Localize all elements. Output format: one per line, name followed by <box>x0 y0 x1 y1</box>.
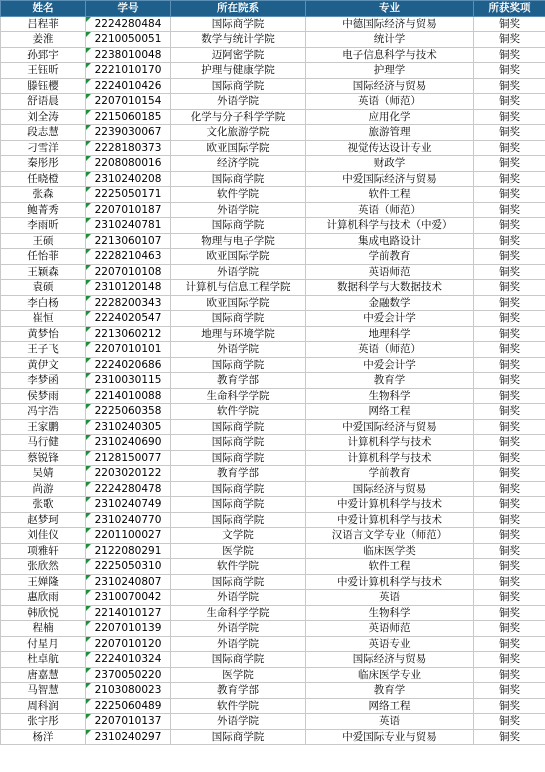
cell-name: 马行健 <box>1 435 86 451</box>
cell-department: 外语学院 <box>171 621 306 637</box>
cell-department: 国际商学院 <box>171 218 306 234</box>
cell-major: 汉语言文学专业（师范） <box>306 528 474 544</box>
cell-student-id: 2224010426 <box>86 78 171 94</box>
cell-award: 铜奖 <box>474 590 545 606</box>
cell-award: 铜奖 <box>474 450 545 466</box>
cell-name: 滕钰樱 <box>1 78 86 94</box>
cell-student-id: 2208080016 <box>86 156 171 172</box>
cell-major: 生物科学 <box>306 605 474 621</box>
cell-student-id: 2310240807 <box>86 574 171 590</box>
cell-department: 计算机与信息工程学院 <box>171 280 306 296</box>
cell-major: 教育学 <box>306 683 474 699</box>
cell-student-id: 2210050051 <box>86 32 171 48</box>
cell-department: 欧亚国际学院 <box>171 295 306 311</box>
cell-award: 铜奖 <box>474 357 545 373</box>
table-row <box>1 187 545 203</box>
cell-name: 李白杨 <box>1 295 86 311</box>
cell-department: 国际商学院 <box>171 450 306 466</box>
cell-student-id: 2207010187 <box>86 202 171 218</box>
cell-department: 国际商学院 <box>171 419 306 435</box>
cell-award: 铜奖 <box>474 621 545 637</box>
table-row <box>1 621 545 637</box>
cell-award: 铜奖 <box>474 32 545 48</box>
cell-department: 国际商学院 <box>171 78 306 94</box>
cell-student-id: 2310240305 <box>86 419 171 435</box>
cell-major: 电子信息科学与技术 <box>306 47 474 63</box>
cell-student-id: 2207010120 <box>86 636 171 652</box>
cell-student-id: 2225050171 <box>86 187 171 203</box>
header-major: 专业 <box>306 1 474 17</box>
table-row <box>1 373 545 389</box>
cell-award: 铜奖 <box>474 698 545 714</box>
cell-department: 国际商学院 <box>171 652 306 668</box>
table-row <box>1 698 545 714</box>
cell-department: 数学与统计学院 <box>171 32 306 48</box>
cell-name: 付星月 <box>1 636 86 652</box>
cell-student-id: 2214010127 <box>86 605 171 621</box>
cell-award: 铜奖 <box>474 543 545 559</box>
table-row <box>1 233 545 249</box>
cell-major: 网络工程 <box>306 404 474 420</box>
cell-name: 任怡菲 <box>1 249 86 265</box>
table-row <box>1 450 545 466</box>
cell-award: 铜奖 <box>474 233 545 249</box>
cell-student-id: 2103080023 <box>86 683 171 699</box>
cell-major: 临床医学类 <box>306 543 474 559</box>
cell-name: 孙郅宇 <box>1 47 86 63</box>
table-row <box>1 559 545 575</box>
table-row <box>1 140 545 156</box>
table-row <box>1 357 545 373</box>
cell-student-id: 2228200343 <box>86 295 171 311</box>
cell-student-id: 2310240297 <box>86 729 171 745</box>
table-row <box>1 171 545 187</box>
table-row <box>1 326 545 342</box>
cell-major: 计算机科学与技术（中爱） <box>306 218 474 234</box>
table-row <box>1 156 545 172</box>
cell-major: 中爱国际经济与贸易 <box>306 419 474 435</box>
cell-award: 铜奖 <box>474 218 545 234</box>
cell-name: 周科润 <box>1 698 86 714</box>
cell-department: 迈阿密学院 <box>171 47 306 63</box>
cell-student-id: 2224020686 <box>86 357 171 373</box>
cell-name: 王家鹏 <box>1 419 86 435</box>
table-body <box>1 16 545 745</box>
cell-name: 尚游 <box>1 481 86 497</box>
cell-award: 铜奖 <box>474 559 545 575</box>
cell-name: 吴婧 <box>1 466 86 482</box>
cell-name: 刁雪洋 <box>1 140 86 156</box>
cell-major: 国际经济与贸易 <box>306 652 474 668</box>
cell-student-id: 2310030115 <box>86 373 171 389</box>
cell-department: 国际商学院 <box>171 16 306 32</box>
cell-name: 刘佳仪 <box>1 528 86 544</box>
cell-name: 李雨昕 <box>1 218 86 234</box>
cell-major: 中德国际经济与贸易 <box>306 16 474 32</box>
cell-major: 英语（师范） <box>306 202 474 218</box>
cell-student-id: 2213060212 <box>86 326 171 342</box>
table-row <box>1 714 545 730</box>
cell-major: 学前教育 <box>306 249 474 265</box>
cell-award: 铜奖 <box>474 466 545 482</box>
cell-department: 国际商学院 <box>171 435 306 451</box>
cell-name: 惠欣雨 <box>1 590 86 606</box>
cell-award: 铜奖 <box>474 249 545 265</box>
cell-major: 英语 <box>306 590 474 606</box>
table-row <box>1 78 545 94</box>
cell-department: 外语学院 <box>171 714 306 730</box>
cell-award: 铜奖 <box>474 714 545 730</box>
cell-name: 唐嘉慧 <box>1 667 86 683</box>
cell-name: 王婵隆 <box>1 574 86 590</box>
cell-department: 医学院 <box>171 667 306 683</box>
table-header <box>1 1 545 17</box>
cell-student-id: 2370050220 <box>86 667 171 683</box>
cell-name: 黄梦怡 <box>1 326 86 342</box>
cell-student-id: 2310120148 <box>86 280 171 296</box>
table-row <box>1 94 545 110</box>
cell-student-id: 2310240749 <box>86 497 171 513</box>
table-row <box>1 729 545 745</box>
cell-student-id: 2128150077 <box>86 450 171 466</box>
cell-department: 国际商学院 <box>171 171 306 187</box>
cell-major: 英语（师范） <box>306 94 474 110</box>
cell-name: 项雅轩 <box>1 543 86 559</box>
cell-department: 软件学院 <box>171 404 306 420</box>
cell-award: 铜奖 <box>474 280 545 296</box>
table-row <box>1 342 545 358</box>
cell-major: 临床医学专业 <box>306 667 474 683</box>
cell-student-id: 2238010048 <box>86 47 171 63</box>
cell-department: 教育学部 <box>171 373 306 389</box>
cell-department: 物理与电子学院 <box>171 233 306 249</box>
cell-award: 铜奖 <box>474 419 545 435</box>
cell-award: 铜奖 <box>474 94 545 110</box>
cell-award: 铜奖 <box>474 156 545 172</box>
cell-student-id: 2207010101 <box>86 342 171 358</box>
cell-major: 国际经济与贸易 <box>306 78 474 94</box>
cell-student-id: 2224020547 <box>86 311 171 327</box>
cell-award: 铜奖 <box>474 264 545 280</box>
cell-major: 地理科学 <box>306 326 474 342</box>
cell-name: 姜淮 <box>1 32 86 48</box>
cell-department: 文化旅游学院 <box>171 125 306 141</box>
cell-student-id: 2213060107 <box>86 233 171 249</box>
table-row <box>1 295 545 311</box>
cell-major: 金融数学 <box>306 295 474 311</box>
cell-major: 生物科学 <box>306 388 474 404</box>
table-row <box>1 280 545 296</box>
cell-student-id: 2239030067 <box>86 125 171 141</box>
table-row <box>1 636 545 652</box>
cell-student-id: 2221010170 <box>86 63 171 79</box>
table-row <box>1 652 545 668</box>
cell-department: 软件学院 <box>171 559 306 575</box>
cell-award: 铜奖 <box>474 481 545 497</box>
cell-student-id: 2228210463 <box>86 249 171 265</box>
table-row <box>1 543 545 559</box>
cell-student-id: 2310240690 <box>86 435 171 451</box>
cell-name: 王钰昕 <box>1 63 86 79</box>
cell-major: 财政学 <box>306 156 474 172</box>
cell-student-id: 2224010324 <box>86 652 171 668</box>
cell-department: 医学院 <box>171 543 306 559</box>
cell-name: 李梦函 <box>1 373 86 389</box>
cell-department: 国际商学院 <box>171 512 306 528</box>
cell-student-id: 2207010154 <box>86 94 171 110</box>
cell-award: 铜奖 <box>474 47 545 63</box>
table-row <box>1 388 545 404</box>
cell-name: 王子飞 <box>1 342 86 358</box>
cell-department: 欧亚国际学院 <box>171 249 306 265</box>
header-department: 所在院系 <box>171 1 306 17</box>
cell-major: 计算机科学与技术 <box>306 450 474 466</box>
cell-award: 铜奖 <box>474 187 545 203</box>
cell-award: 铜奖 <box>474 140 545 156</box>
cell-name: 任晓橙 <box>1 171 86 187</box>
cell-name: 舒语晨 <box>1 94 86 110</box>
cell-award: 铜奖 <box>474 311 545 327</box>
cell-department: 地理与环境学院 <box>171 326 306 342</box>
table-row <box>1 109 545 125</box>
cell-major: 网络工程 <box>306 698 474 714</box>
cell-department: 国际商学院 <box>171 311 306 327</box>
cell-award: 铜奖 <box>474 497 545 513</box>
table-row <box>1 311 545 327</box>
cell-major: 中爱计算机科学与技术 <box>306 512 474 528</box>
cell-major: 英语师范 <box>306 264 474 280</box>
cell-department: 国际商学院 <box>171 574 306 590</box>
cell-student-id: 2207010108 <box>86 264 171 280</box>
cell-student-id: 2310240770 <box>86 512 171 528</box>
cell-department: 外语学院 <box>171 636 306 652</box>
cell-name: 刘全涛 <box>1 109 86 125</box>
table-row <box>1 590 545 606</box>
cell-major: 中爱计算机科学与技术 <box>306 497 474 513</box>
header-award: 所获奖项 <box>474 1 545 17</box>
cell-major: 软件工程 <box>306 559 474 575</box>
table-row <box>1 404 545 420</box>
cell-student-id: 2122080291 <box>86 543 171 559</box>
cell-department: 国际商学院 <box>171 481 306 497</box>
cell-department: 文学院 <box>171 528 306 544</box>
header-student-id: 学号 <box>86 1 171 17</box>
cell-department: 外语学院 <box>171 590 306 606</box>
table-row <box>1 466 545 482</box>
table-row <box>1 47 545 63</box>
table-row <box>1 125 545 141</box>
cell-major: 集成电路设计 <box>306 233 474 249</box>
cell-award: 铜奖 <box>474 388 545 404</box>
cell-name: 程楠 <box>1 621 86 637</box>
table-row <box>1 574 545 590</box>
cell-student-id: 2203020122 <box>86 466 171 482</box>
cell-major: 国际经济与贸易 <box>306 481 474 497</box>
cell-major: 中爱国际经济与贸易 <box>306 171 474 187</box>
table-row <box>1 667 545 683</box>
cell-award: 铜奖 <box>474 16 545 32</box>
cell-student-id: 2310240208 <box>86 171 171 187</box>
cell-name: 张森 <box>1 187 86 203</box>
cell-department: 国际商学院 <box>171 497 306 513</box>
cell-award: 铜奖 <box>474 652 545 668</box>
cell-major: 旅游管理 <box>306 125 474 141</box>
cell-department: 护理与健康学院 <box>171 63 306 79</box>
cell-student-id: 2225060489 <box>86 698 171 714</box>
cell-major: 视觉传达设计专业 <box>306 140 474 156</box>
cell-department: 教育学部 <box>171 466 306 482</box>
cell-award: 铜奖 <box>474 683 545 699</box>
cell-major: 学前教育 <box>306 466 474 482</box>
cell-award: 铜奖 <box>474 512 545 528</box>
cell-department: 外语学院 <box>171 94 306 110</box>
cell-department: 软件学院 <box>171 698 306 714</box>
table-row <box>1 528 545 544</box>
table-row <box>1 249 545 265</box>
table-row <box>1 264 545 280</box>
cell-name: 蔡锐锋 <box>1 450 86 466</box>
cell-department: 国际商学院 <box>171 357 306 373</box>
table-row <box>1 435 545 451</box>
cell-award: 铜奖 <box>474 326 545 342</box>
cell-name: 韩欣悦 <box>1 605 86 621</box>
cell-name: 秦彤彤 <box>1 156 86 172</box>
cell-major: 中爱国际专业与贸易 <box>306 729 474 745</box>
table-row <box>1 497 545 513</box>
cell-name: 张欣然 <box>1 559 86 575</box>
cell-award: 铜奖 <box>474 636 545 652</box>
cell-student-id: 2201100027 <box>86 528 171 544</box>
cell-department: 软件学院 <box>171 187 306 203</box>
cell-major: 中爱计算机科学与技术 <box>306 574 474 590</box>
cell-award: 铜奖 <box>474 295 545 311</box>
cell-major: 英语 <box>306 714 474 730</box>
cell-student-id: 2310240781 <box>86 218 171 234</box>
table-row <box>1 605 545 621</box>
cell-name: 张歌 <box>1 497 86 513</box>
cell-department: 外语学院 <box>171 202 306 218</box>
table-row <box>1 32 545 48</box>
cell-name: 杜卓航 <box>1 652 86 668</box>
cell-name: 段志慧 <box>1 125 86 141</box>
cell-major: 英语师范 <box>306 621 474 637</box>
table-row <box>1 683 545 699</box>
cell-student-id: 2228180373 <box>86 140 171 156</box>
table-row <box>1 202 545 218</box>
cell-student-id: 2224280478 <box>86 481 171 497</box>
cell-major: 中爱会计学 <box>306 311 474 327</box>
table-row <box>1 63 545 79</box>
cell-department: 欧亚国际学院 <box>171 140 306 156</box>
cell-name: 鲍菁秀 <box>1 202 86 218</box>
cell-department: 教育学部 <box>171 683 306 699</box>
cell-name: 杨洋 <box>1 729 86 745</box>
cell-award: 铜奖 <box>474 667 545 683</box>
cell-department: 生命科学学院 <box>171 605 306 621</box>
cell-department: 外语学院 <box>171 264 306 280</box>
cell-name: 崔恒 <box>1 311 86 327</box>
cell-department: 化学与分子科学学院 <box>171 109 306 125</box>
cell-name: 侯梦雨 <box>1 388 86 404</box>
cell-name: 马智慧 <box>1 683 86 699</box>
cell-award: 铜奖 <box>474 63 545 79</box>
cell-student-id: 2214010088 <box>86 388 171 404</box>
cell-major: 教育学 <box>306 373 474 389</box>
cell-award: 铜奖 <box>474 528 545 544</box>
table-row <box>1 419 545 435</box>
cell-name: 赵梦珂 <box>1 512 86 528</box>
cell-award: 铜奖 <box>474 435 545 451</box>
cell-award: 铜奖 <box>474 125 545 141</box>
cell-award: 铜奖 <box>474 404 545 420</box>
cell-student-id: 2225050310 <box>86 559 171 575</box>
table-row <box>1 16 545 32</box>
cell-major: 计算机科学与技术 <box>306 435 474 451</box>
cell-award: 铜奖 <box>474 109 545 125</box>
cell-award: 铜奖 <box>474 78 545 94</box>
cell-department: 国际商学院 <box>171 729 306 745</box>
cell-major: 统计学 <box>306 32 474 48</box>
cell-student-id: 2207010137 <box>86 714 171 730</box>
cell-major: 护理学 <box>306 63 474 79</box>
cell-department: 经济学院 <box>171 156 306 172</box>
table-row <box>1 218 545 234</box>
cell-name: 黄伊文 <box>1 357 86 373</box>
header-name: 姓名 <box>1 1 86 17</box>
cell-award: 铜奖 <box>474 202 545 218</box>
cell-student-id: 2224280484 <box>86 16 171 32</box>
cell-major: 英语专业 <box>306 636 474 652</box>
cell-major: 数据科学与大数据技术 <box>306 280 474 296</box>
cell-major: 应用化学 <box>306 109 474 125</box>
cell-student-id: 2215060185 <box>86 109 171 125</box>
cell-award: 铜奖 <box>474 574 545 590</box>
cell-major: 软件工程 <box>306 187 474 203</box>
header-row <box>1 1 545 17</box>
cell-department: 外语学院 <box>171 342 306 358</box>
cell-award: 铜奖 <box>474 373 545 389</box>
cell-name: 袁硕 <box>1 280 86 296</box>
cell-major: 中爱会计学 <box>306 357 474 373</box>
cell-major: 英语（师范） <box>306 342 474 358</box>
table-row <box>1 512 545 528</box>
cell-award: 铜奖 <box>474 605 545 621</box>
cell-name: 张宇彤 <box>1 714 86 730</box>
cell-student-id: 2310070042 <box>86 590 171 606</box>
table-row <box>1 481 545 497</box>
cell-award: 铜奖 <box>474 729 545 745</box>
cell-name: 吕程菲 <box>1 16 86 32</box>
cell-name: 王硕 <box>1 233 86 249</box>
cell-student-id: 2207010139 <box>86 621 171 637</box>
cell-department: 生命科学学院 <box>171 388 306 404</box>
cell-award: 铜奖 <box>474 171 545 187</box>
cell-name: 冯宇浩 <box>1 404 86 420</box>
cell-name: 王颖森 <box>1 264 86 280</box>
cell-award: 铜奖 <box>474 342 545 358</box>
cell-student-id: 2225060358 <box>86 404 171 420</box>
